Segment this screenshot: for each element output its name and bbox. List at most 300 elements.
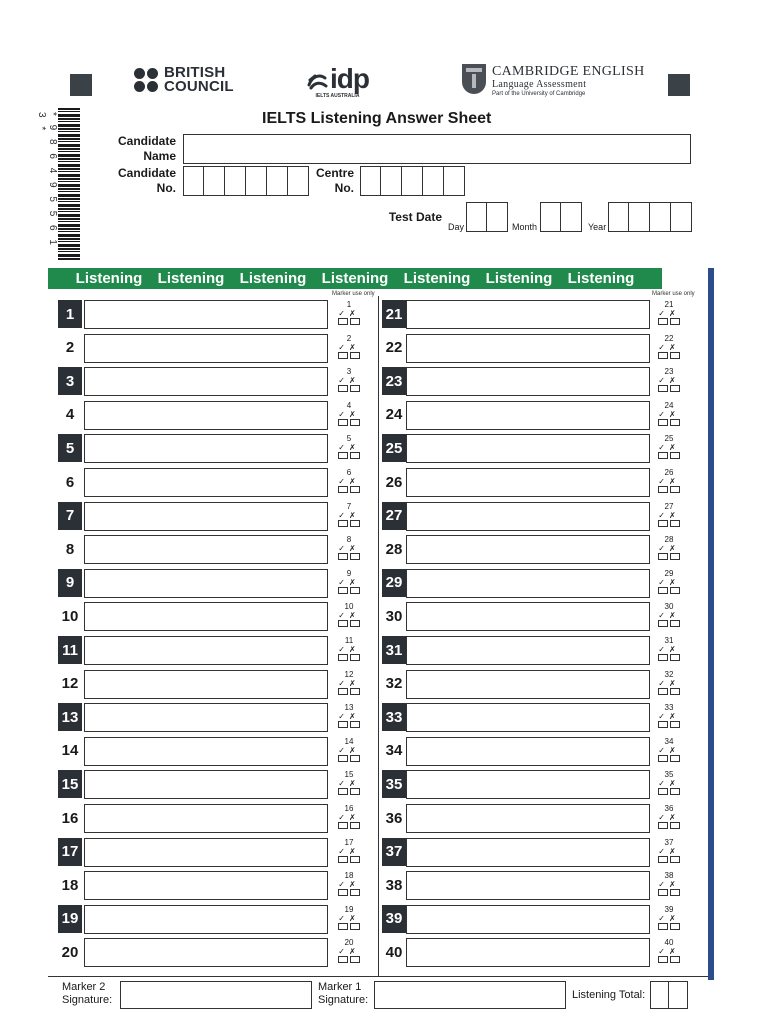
answer-field[interactable] xyxy=(84,905,328,934)
answer-field[interactable] xyxy=(406,938,650,967)
tick-cross-icons xyxy=(334,645,364,654)
marker-number: 31 xyxy=(664,636,674,645)
tick-cross-icons xyxy=(334,511,364,520)
marker-box[interactable] xyxy=(654,770,684,800)
registration-mark-right xyxy=(668,74,690,96)
answer-field[interactable] xyxy=(406,770,650,799)
marker-checkboxes[interactable] xyxy=(334,688,364,695)
marker-box[interactable] xyxy=(334,401,364,431)
question-number: 19 xyxy=(58,905,82,933)
cross-icon: ✗ xyxy=(669,577,680,587)
cambridge-english-logo: CAMBRIDGE ENGLISH Language Assessment Part of the University of Cambridge xyxy=(462,64,645,98)
marker-number: 26 xyxy=(664,468,674,477)
marker-checkboxes[interactable] xyxy=(334,788,364,795)
tick-cross-icons xyxy=(334,376,364,385)
marker-checkboxes[interactable] xyxy=(654,318,684,325)
answer-field[interactable] xyxy=(406,804,650,833)
question-number: 30 xyxy=(385,607,403,625)
marker-box[interactable] xyxy=(654,737,684,767)
banner-label: Listening xyxy=(75,270,143,287)
marker-box[interactable] xyxy=(334,938,364,968)
tick-cross-icons xyxy=(334,443,364,452)
marker-checkboxes[interactable] xyxy=(654,419,684,426)
cross-icon: ✗ xyxy=(349,779,360,789)
marker-number: 16 xyxy=(344,804,354,813)
marker-number: 13 xyxy=(344,703,354,713)
answer-field[interactable] xyxy=(84,938,328,967)
answer-row xyxy=(382,434,686,464)
marker-checkboxes[interactable] xyxy=(334,587,364,594)
answer-row xyxy=(382,905,686,935)
answer-row xyxy=(382,569,686,599)
cross-icon: ✗ xyxy=(669,510,680,520)
tick-icon: ✓ xyxy=(658,813,669,822)
marker-box[interactable] xyxy=(334,569,364,599)
marker-number: 24 xyxy=(664,400,674,410)
marker-box[interactable] xyxy=(334,535,364,565)
marker-use-only-right: Marker use only xyxy=(652,291,695,297)
cross-icon: ✗ xyxy=(669,779,680,789)
listening-banner xyxy=(48,268,662,289)
answer-row xyxy=(58,401,366,431)
tick-cross-icons xyxy=(334,477,364,486)
year-field[interactable] xyxy=(608,202,692,232)
centre-no-label: Centre No. xyxy=(315,166,354,195)
listening-total-field[interactable] xyxy=(650,981,688,1009)
answer-field[interactable] xyxy=(84,737,328,766)
tick-icon: ✓ xyxy=(658,745,669,755)
tick-cross-icons xyxy=(334,779,364,788)
answer-row xyxy=(382,602,686,632)
idp-logo: idp IELTS AUSTRALIA xyxy=(306,66,369,99)
cross-icon: ✗ xyxy=(349,544,360,554)
marker-box[interactable] xyxy=(334,334,364,364)
tick-icon: ✓ xyxy=(338,376,349,386)
marker-number: 5 xyxy=(346,434,352,444)
cross-icon: ✗ xyxy=(669,477,680,486)
marker-box[interactable] xyxy=(654,535,684,565)
question-number: 31 xyxy=(382,636,406,664)
tick-icon: ✓ xyxy=(338,577,349,587)
question-number: 35 xyxy=(382,770,406,798)
answer-row xyxy=(58,938,366,968)
answer-row xyxy=(58,502,366,532)
answer-row xyxy=(58,871,366,901)
marker-checkboxes[interactable] xyxy=(334,318,364,325)
marker-box[interactable] xyxy=(654,602,684,632)
answer-row xyxy=(382,871,686,901)
answer-field[interactable] xyxy=(84,871,328,900)
cross-icon: ✗ xyxy=(669,342,680,352)
tick-icon: ✓ xyxy=(338,678,349,688)
answer-field[interactable] xyxy=(406,602,650,631)
marker-box[interactable] xyxy=(334,670,364,700)
question-number: 4 xyxy=(65,406,75,424)
footer xyxy=(48,976,708,1025)
tick-cross-icons xyxy=(654,712,684,721)
answer-field[interactable] xyxy=(84,770,328,799)
marker2-signature-label: Marker 2 Signature: xyxy=(62,981,113,1006)
tick-icon: ✓ xyxy=(658,510,669,520)
tick-cross-icons xyxy=(654,847,684,856)
marker-checkboxes[interactable] xyxy=(334,385,364,392)
cross-icon: ✗ xyxy=(349,342,360,352)
cross-icon: ✗ xyxy=(669,544,680,554)
question-number: 28 xyxy=(385,540,403,558)
marker-box[interactable] xyxy=(654,670,684,700)
answer-field[interactable] xyxy=(406,569,650,598)
candidate-name-label: Candidate Name xyxy=(117,134,176,163)
question-number: 39 xyxy=(382,905,406,933)
marker-checkboxes[interactable] xyxy=(334,520,364,527)
marker-checkboxes[interactable] xyxy=(654,688,684,695)
marker-box[interactable] xyxy=(654,502,684,532)
answer-row xyxy=(382,502,686,532)
marker-checkboxes[interactable] xyxy=(334,553,364,560)
answer-field[interactable] xyxy=(406,434,650,463)
tick-icon: ✓ xyxy=(658,645,669,654)
answer-field[interactable] xyxy=(84,535,328,564)
tick-icon: ✓ xyxy=(338,477,349,486)
marker-checkboxes[interactable] xyxy=(334,452,364,459)
marker-checkboxes[interactable] xyxy=(654,553,684,560)
centre-no-field[interactable] xyxy=(360,166,465,196)
cross-icon: ✗ xyxy=(349,477,360,486)
tick-icon: ✓ xyxy=(658,544,669,554)
marker-checkboxes[interactable] xyxy=(654,486,684,493)
cross-icon: ✗ xyxy=(669,309,680,318)
marker-box[interactable] xyxy=(334,636,364,666)
tick-cross-icons xyxy=(334,679,364,688)
answer-field[interactable] xyxy=(406,502,650,531)
answer-sheet xyxy=(36,50,716,1024)
tick-cross-icons xyxy=(334,914,364,923)
marker-checkboxes[interactable] xyxy=(654,385,684,392)
marker-checkboxes[interactable] xyxy=(654,587,684,594)
answer-field[interactable] xyxy=(84,602,328,631)
marker-checkboxes[interactable] xyxy=(334,620,364,627)
marker-box[interactable] xyxy=(654,401,684,431)
tick-cross-icons xyxy=(334,343,364,352)
cross-icon: ✗ xyxy=(349,678,360,688)
answer-field[interactable] xyxy=(406,871,650,900)
question-number: 38 xyxy=(385,876,403,894)
question-number: 10 xyxy=(61,607,79,625)
tick-cross-icons xyxy=(654,914,684,923)
tick-cross-icons xyxy=(334,410,364,419)
question-number: 26 xyxy=(385,473,403,491)
page-title: IELTS Listening Answer Sheet xyxy=(262,110,492,127)
marker-box[interactable] xyxy=(334,905,364,935)
marker-box[interactable] xyxy=(334,468,364,498)
question-number: 13 xyxy=(58,703,82,731)
marker-number: 22 xyxy=(664,333,674,343)
question-number: 40 xyxy=(385,943,403,961)
tick-icon: ✓ xyxy=(658,342,669,352)
answer-field[interactable] xyxy=(84,334,328,363)
marker-box[interactable] xyxy=(654,905,684,935)
answer-field[interactable] xyxy=(406,838,650,867)
answer-row xyxy=(382,334,686,364)
answer-field[interactable] xyxy=(406,334,650,363)
answer-field[interactable] xyxy=(84,502,328,531)
marker-box[interactable] xyxy=(334,434,364,464)
answer-row xyxy=(58,770,366,800)
marker-number: 33 xyxy=(664,703,674,713)
marker-checkboxes[interactable] xyxy=(654,520,684,527)
cross-icon: ✗ xyxy=(349,745,360,755)
candidate-no-field[interactable] xyxy=(183,166,309,196)
marker-checkboxes[interactable] xyxy=(334,755,364,762)
tick-cross-icons xyxy=(654,376,684,385)
marker-number: 21 xyxy=(664,300,674,309)
answer-field[interactable] xyxy=(406,468,650,497)
marker-number: 28 xyxy=(664,535,674,545)
marker-number: 32 xyxy=(664,669,674,679)
blue-edge-bar xyxy=(708,268,714,980)
marker-box[interactable] xyxy=(334,502,364,532)
tick-cross-icons xyxy=(334,746,364,755)
tick-cross-icons xyxy=(654,813,684,822)
marker-checkboxes[interactable] xyxy=(654,788,684,795)
marker-checkboxes[interactable] xyxy=(334,889,364,896)
answer-row xyxy=(382,367,686,397)
tick-cross-icons xyxy=(654,309,684,318)
tick-icon: ✓ xyxy=(338,409,349,419)
answer-row xyxy=(382,703,686,733)
marker-box[interactable] xyxy=(654,871,684,901)
marker-number: 6 xyxy=(346,468,352,477)
tick-icon: ✓ xyxy=(658,409,669,419)
tick-cross-icons xyxy=(654,645,684,654)
marker-checkboxes[interactable] xyxy=(334,956,364,963)
marker-use-only-left: Marker use only xyxy=(332,291,375,297)
tick-icon: ✓ xyxy=(338,611,349,621)
month-field[interactable] xyxy=(540,202,582,232)
answer-field[interactable] xyxy=(406,703,650,732)
marker-checkboxes[interactable] xyxy=(654,452,684,459)
marker-checkboxes[interactable] xyxy=(334,822,364,829)
marker-box[interactable] xyxy=(654,938,684,968)
answer-row xyxy=(58,737,366,767)
cross-icon: ✗ xyxy=(669,913,680,923)
marker-box[interactable] xyxy=(334,804,364,834)
tick-cross-icons xyxy=(334,947,364,956)
tick-cross-icons xyxy=(654,578,684,587)
marker-number: 29 xyxy=(664,568,674,578)
banner-label: Listening xyxy=(321,270,389,287)
marker-box[interactable] xyxy=(654,838,684,868)
marker-checkboxes[interactable] xyxy=(654,956,684,963)
marker-checkboxes[interactable] xyxy=(334,721,364,728)
tick-cross-icons xyxy=(334,544,364,553)
answer-field[interactable] xyxy=(406,636,650,665)
answer-field[interactable] xyxy=(84,838,328,867)
cross-icon: ✗ xyxy=(349,712,360,722)
marker-checkboxes[interactable] xyxy=(654,755,684,762)
candidate-name-field[interactable] xyxy=(183,134,691,164)
marker-number: 17 xyxy=(344,837,354,847)
question-number: 6 xyxy=(65,473,75,491)
question-number: 7 xyxy=(58,502,82,530)
marker-checkboxes[interactable] xyxy=(334,419,364,426)
marker-checkboxes[interactable] xyxy=(654,923,684,930)
answer-field[interactable] xyxy=(406,905,650,934)
marker-checkboxes[interactable] xyxy=(654,721,684,728)
test-date-label: Test Date xyxy=(388,210,442,224)
tick-icon: ✓ xyxy=(338,947,349,957)
answer-field[interactable] xyxy=(406,300,650,329)
tick-icon: ✓ xyxy=(338,544,349,554)
marker-checkboxes[interactable] xyxy=(334,654,364,661)
marker-box[interactable] xyxy=(334,838,364,868)
question-number: 8 xyxy=(65,540,75,558)
tick-icon: ✓ xyxy=(338,779,349,789)
answer-row xyxy=(382,636,686,666)
marker-box[interactable] xyxy=(334,871,364,901)
answer-field[interactable] xyxy=(406,535,650,564)
tick-icon: ✓ xyxy=(338,443,349,453)
tick-icon: ✓ xyxy=(658,712,669,722)
tick-icon: ✓ xyxy=(658,611,669,621)
tick-icon: ✓ xyxy=(338,342,349,352)
answer-field[interactable] xyxy=(406,670,650,699)
question-number: 22 xyxy=(385,339,403,357)
marker-box[interactable] xyxy=(654,468,684,498)
marker-checkboxes[interactable] xyxy=(334,856,364,863)
answer-row xyxy=(382,770,686,800)
marker-box[interactable] xyxy=(654,703,684,733)
banner-label: Listening xyxy=(239,270,307,287)
cambridge-shield-icon xyxy=(462,64,486,94)
answer-row xyxy=(382,300,686,330)
cross-icon: ✗ xyxy=(349,409,360,419)
answer-field[interactable] xyxy=(84,367,328,396)
marker-checkboxes[interactable] xyxy=(334,923,364,930)
answer-field[interactable] xyxy=(84,703,328,732)
cross-icon: ✗ xyxy=(669,813,680,822)
marker2-signature-field[interactable] xyxy=(120,981,312,1009)
marker-box[interactable] xyxy=(654,367,684,397)
marker-box[interactable] xyxy=(654,300,684,330)
cross-icon: ✗ xyxy=(669,846,680,856)
day-field[interactable] xyxy=(466,202,508,232)
marker-box[interactable] xyxy=(334,602,364,632)
answer-field[interactable] xyxy=(84,300,328,329)
marker1-signature-field[interactable] xyxy=(374,981,566,1009)
tick-icon: ✓ xyxy=(338,645,349,654)
answer-row xyxy=(58,670,366,700)
answer-field[interactable] xyxy=(406,401,650,430)
cross-icon: ✗ xyxy=(349,813,360,822)
question-number: 25 xyxy=(382,434,406,462)
marker-checkboxes[interactable] xyxy=(334,352,364,359)
marker-number: 3 xyxy=(346,367,352,377)
marker-checkboxes[interactable] xyxy=(654,822,684,829)
question-number: 16 xyxy=(61,809,79,827)
marker-checkboxes[interactable] xyxy=(654,620,684,627)
answer-field[interactable] xyxy=(84,434,328,463)
question-number: 14 xyxy=(61,742,79,760)
marker-checkboxes[interactable] xyxy=(334,486,364,493)
column-divider xyxy=(378,296,379,976)
answer-row xyxy=(58,703,366,733)
question-number: 17 xyxy=(58,838,82,866)
month-label: Month xyxy=(512,222,538,232)
candidate-no-label: Candidate No. xyxy=(117,166,176,195)
question-number: 23 xyxy=(382,367,406,395)
answer-field[interactable] xyxy=(84,670,328,699)
marker-number: 23 xyxy=(664,367,674,377)
idp-swirl-icon xyxy=(306,70,328,92)
cross-icon: ✗ xyxy=(669,678,680,688)
cross-icon: ✗ xyxy=(669,409,680,419)
tick-cross-icons xyxy=(334,309,364,318)
marker-box[interactable] xyxy=(334,737,364,767)
answer-field[interactable] xyxy=(84,468,328,497)
answer-row xyxy=(58,838,366,868)
marker-box[interactable] xyxy=(334,703,364,733)
marker-box[interactable] xyxy=(654,334,684,364)
answer-row xyxy=(58,334,366,364)
marker-box[interactable] xyxy=(654,636,684,666)
marker-number: 1 xyxy=(346,300,352,309)
answer-row xyxy=(58,468,366,498)
answer-field[interactable] xyxy=(84,804,328,833)
marker-box[interactable] xyxy=(334,770,364,800)
marker-checkboxes[interactable] xyxy=(654,654,684,661)
answer-row xyxy=(382,737,686,767)
marker-box[interactable] xyxy=(334,367,364,397)
answer-field[interactable] xyxy=(406,737,650,766)
cross-icon: ✗ xyxy=(349,846,360,856)
answer-field[interactable] xyxy=(84,569,328,598)
answer-field[interactable] xyxy=(406,367,650,396)
tick-cross-icons xyxy=(654,746,684,755)
question-number: 37 xyxy=(382,838,406,866)
marker-checkboxes[interactable] xyxy=(654,889,684,896)
answer-row xyxy=(58,300,366,330)
marker-number: 39 xyxy=(664,904,674,914)
banner-label: Listening xyxy=(485,270,553,287)
cross-icon: ✗ xyxy=(349,510,360,520)
answer-row xyxy=(382,804,686,834)
cross-icon: ✗ xyxy=(669,880,680,890)
banner-label: Listening xyxy=(157,270,225,287)
answer-row xyxy=(382,670,686,700)
answer-field[interactable] xyxy=(84,636,328,665)
marker-box[interactable] xyxy=(334,300,364,330)
tick-cross-icons xyxy=(654,443,684,452)
cross-icon: ✗ xyxy=(669,611,680,621)
marker-box[interactable] xyxy=(654,434,684,464)
marker-checkboxes[interactable] xyxy=(654,856,684,863)
tick-cross-icons xyxy=(334,813,364,822)
answer-field[interactable] xyxy=(84,401,328,430)
tick-cross-icons xyxy=(654,544,684,553)
marker-checkboxes[interactable] xyxy=(654,352,684,359)
answer-row xyxy=(382,401,686,431)
tick-icon: ✓ xyxy=(338,846,349,856)
marker-number: 12 xyxy=(344,669,354,679)
question-number: 24 xyxy=(385,406,403,424)
marker-box[interactable] xyxy=(654,804,684,834)
cross-icon: ✗ xyxy=(349,947,360,957)
cross-icon: ✗ xyxy=(349,376,360,386)
question-number: 12 xyxy=(61,675,79,693)
marker-box[interactable] xyxy=(654,569,684,599)
tick-icon: ✓ xyxy=(658,947,669,957)
